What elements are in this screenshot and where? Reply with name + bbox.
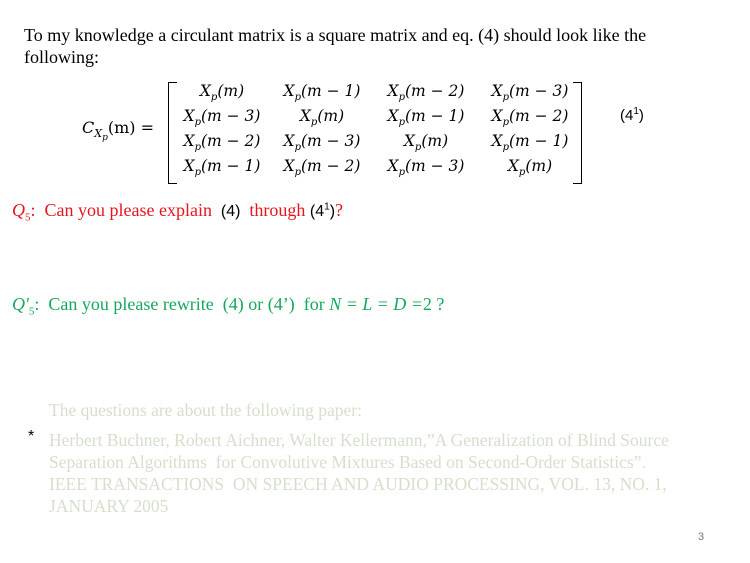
matrix-cell: $X_p(m - 3)$: [283, 132, 361, 154]
paper-reference: [49, 399, 729, 517]
lhs-subsubscript: p: [102, 133, 108, 144]
reference-line-4: JANUARY 2005: [49, 496, 169, 516]
intro-paragraph: [24, 24, 714, 68]
matrix-cell: $X_p(m - 1)$: [491, 132, 569, 154]
matrix-cell: $X_p(m - 3)$: [491, 82, 569, 104]
reference-line-1: Herbert Buchner, Robert Aichner, Walter Kellermann,”A Generalization of Blind Source: [49, 430, 669, 450]
q5-text-1: Can you please explain: [35, 200, 217, 220]
q5-ref-eq4: (4): [216, 203, 245, 220]
q5p-label-sub: 5: [28, 305, 35, 318]
q5-text-2: through: [244, 200, 310, 220]
equation-number: $(4^1)$: [620, 106, 644, 124]
matrix-cell: $X_p(m - 3)$: [387, 157, 465, 179]
page-number: 3: [698, 531, 705, 543]
matrix-cell: $X_p(m)$: [299, 107, 345, 129]
matrix-cell: $X_p(m - 3)$: [183, 107, 261, 129]
matrix-cell: $X_p(m - 2)$: [183, 132, 261, 154]
matrix-cell: $X_p(m)$: [507, 157, 553, 179]
matrix-cell: $X_p(m - 1)$: [183, 157, 261, 179]
question-q5: $Q_5$: Can you please explain (4) through $(4^1)$?: [12, 200, 344, 224]
lhs-subscript: X: [94, 127, 103, 141]
q5-ref-eq41: $(4^1)$: [309, 201, 336, 220]
lhs-symbol: C: [82, 118, 95, 137]
intro-line-1: To my knowledge a circulant matrix is a square matrix and eq. (4) should look like the: [24, 25, 647, 45]
matrix-cell: $X_p(m - 1)$: [387, 107, 465, 129]
matrix-cell: $X_p(m)$: [403, 132, 449, 154]
matrix-cell: $X_p(m - 2)$: [387, 82, 465, 104]
matrix-cell: $X_p(m - 2)$: [283, 157, 361, 179]
intro-line-2: following:: [24, 47, 99, 67]
matrix-cell: $X_p(m - 2)$: [491, 107, 569, 129]
q5-label-sub: 5: [25, 211, 31, 224]
q5-label: Q: [12, 200, 25, 220]
q5p-formula: N = L = D =: [329, 294, 423, 314]
question-q5-prime: [12, 294, 444, 318]
q5p-text: : Can you please rewrite (4) or (4’) for: [34, 294, 330, 314]
circulant-matrix-equation: [0, 80, 750, 190]
matrix-cell: $X_p(m)$: [199, 82, 245, 104]
reference-line-3: IEEE TRANSACTIONS ON SPEECH AND AUDIO PROCESSING, VOL. 13, NO. 1,: [49, 474, 667, 494]
matrix-cell: $X_p(m - 1)$: [283, 82, 361, 104]
equation-lhs: [82, 118, 154, 143]
reference-bullet: *: [28, 428, 35, 445]
q5p-tail: 2 ?: [422, 294, 445, 314]
q5p-label: Q': [12, 294, 29, 314]
lhs-argument: (m) =: [107, 118, 155, 137]
reference-line-2: Separation Algorithms for Convolutive Mixtures Based on Second-Order Statistics”.: [49, 452, 646, 472]
reference-intro: The questions are about the following paper:: [49, 400, 362, 420]
